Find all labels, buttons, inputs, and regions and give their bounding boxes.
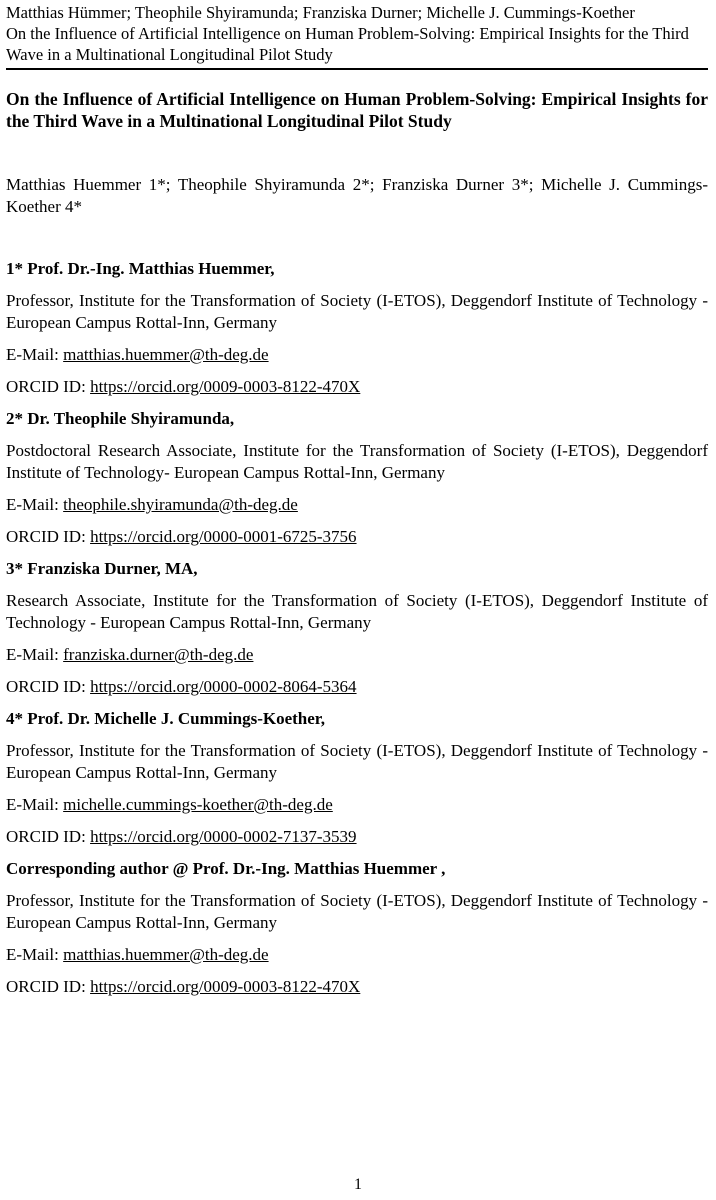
author-2-orcid-line bbox=[6, 526, 708, 548]
corresponding-author-heading: Corresponding author @ Prof. Dr.-Ing. Matthias Huemmer , bbox=[6, 859, 446, 878]
orcid-label: ORCID ID: bbox=[6, 377, 91, 396]
author-4-affiliation: Professor, Institute for the Transformation of Society (I-ETOS), Deggendorf Institute of Technology - European Campus Rottal-Inn, Germany bbox=[6, 741, 708, 782]
corresponding-author-block bbox=[6, 858, 708, 998]
author-1-heading: 1* Prof. Dr.-Ing. Matthias Huemmer, bbox=[6, 259, 275, 278]
email-label: E-Mail: bbox=[6, 645, 64, 664]
running-header-authors: Matthias Hümmer; Theophile Shyiramunda; Franziska Durner; Michelle J. Cummings-Koether bbox=[6, 3, 635, 22]
paper-title: On the Influence of Artificial Intelligence on Human Problem-Solving: Empirical Insights for the Third Wave in a Multinational Longitudinal Pilot Study bbox=[6, 89, 708, 131]
authors-line: Matthias Huemmer 1*; Theophile Shyiramunda 2*; Franziska Durner 3*; Michelle J. Cummings-Koether 4* bbox=[6, 175, 708, 216]
running-header-title: On the Influence of Artificial Intelligence on Human Problem-Solving: Empirical Insights for the Third Wave in a Multinational Longitudinal Pilot Study bbox=[6, 24, 689, 64]
corresponding-author-email-link[interactable]: matthias.huemmer@th-deg.de bbox=[63, 945, 269, 964]
header-divider bbox=[6, 68, 708, 70]
orcid-label: ORCID ID: bbox=[6, 977, 91, 996]
corresponding-author-affiliation: Professor, Institute for the Transformation of Society (I-ETOS), Deggendorf Institute of Technology - European Campus Rottal-Inn, Germany bbox=[6, 891, 708, 932]
author-3-email-line bbox=[6, 644, 708, 666]
author-1-email-line bbox=[6, 344, 708, 366]
author-3-email-link[interactable]: franziska.durner@th-deg.de bbox=[63, 645, 254, 664]
email-label: E-Mail: bbox=[6, 795, 64, 814]
author-block-1 bbox=[6, 258, 708, 398]
author-2-heading: 2* Dr. Theophile Shyiramunda, bbox=[6, 409, 235, 428]
author-2-orcid-link[interactable]: https://orcid.org/0000-0001-6725-3756 bbox=[90, 527, 357, 546]
author-1-affiliation: Professor, Institute for the Transformation of Society (I-ETOS), Deggendorf Institute of Technology - European Campus Rottal-Inn, Germany bbox=[6, 291, 708, 332]
author-1-email-link[interactable]: matthias.huemmer@th-deg.de bbox=[63, 345, 269, 364]
orcid-label: ORCID ID: bbox=[6, 827, 91, 846]
corresponding-author-orcid-line bbox=[6, 976, 708, 998]
author-block-4 bbox=[6, 708, 708, 848]
author-4-email-line bbox=[6, 794, 708, 816]
author-3-affiliation: Research Associate, Institute for the Transformation of Society (I-ETOS), Deggendorf Institute of Technology - European Campus Rottal-Inn, Germany bbox=[6, 591, 708, 632]
running-header bbox=[6, 2, 708, 65]
author-2-affiliation: Postdoctoral Research Associate, Institute for the Transformation of Society (I-ETOS), Deggendorf Institute of Technology- European Campus Rottal-Inn, Germany bbox=[6, 441, 708, 482]
email-label: E-Mail: bbox=[6, 345, 64, 364]
email-label: E-Mail: bbox=[6, 495, 64, 514]
author-2-email-line bbox=[6, 494, 708, 516]
author-block-3 bbox=[6, 558, 708, 698]
author-details bbox=[6, 258, 708, 998]
author-4-heading: 4* Prof. Dr. Michelle J. Cummings-Koether, bbox=[6, 709, 326, 728]
corresponding-author-email-line bbox=[6, 944, 708, 966]
author-4-orcid-line bbox=[6, 826, 708, 848]
author-2-email-link[interactable]: theophile.shyiramunda@th-deg.de bbox=[63, 495, 298, 514]
author-block-2 bbox=[6, 408, 708, 548]
email-label: E-Mail: bbox=[6, 945, 64, 964]
author-3-heading: 3* Franziska Durner, MA, bbox=[6, 559, 198, 578]
orcid-label: ORCID ID: bbox=[6, 527, 91, 546]
author-4-orcid-link[interactable]: https://orcid.org/0000-0002-7137-3539 bbox=[90, 827, 357, 846]
author-1-orcid-line bbox=[6, 376, 708, 398]
author-3-orcid-line bbox=[6, 676, 708, 698]
author-3-orcid-link[interactable]: https://orcid.org/0000-0002-8064-5364 bbox=[90, 677, 357, 696]
author-1-orcid-link[interactable]: https://orcid.org/0009-0003-8122-470X bbox=[90, 377, 361, 396]
corresponding-author-orcid-link[interactable]: https://orcid.org/0009-0003-8122-470X bbox=[90, 977, 361, 996]
orcid-label: ORCID ID: bbox=[6, 677, 91, 696]
page-number: 1 bbox=[354, 1176, 362, 1193]
author-4-email-link[interactable]: michelle.cummings-koether@th-deg.de bbox=[63, 795, 333, 814]
